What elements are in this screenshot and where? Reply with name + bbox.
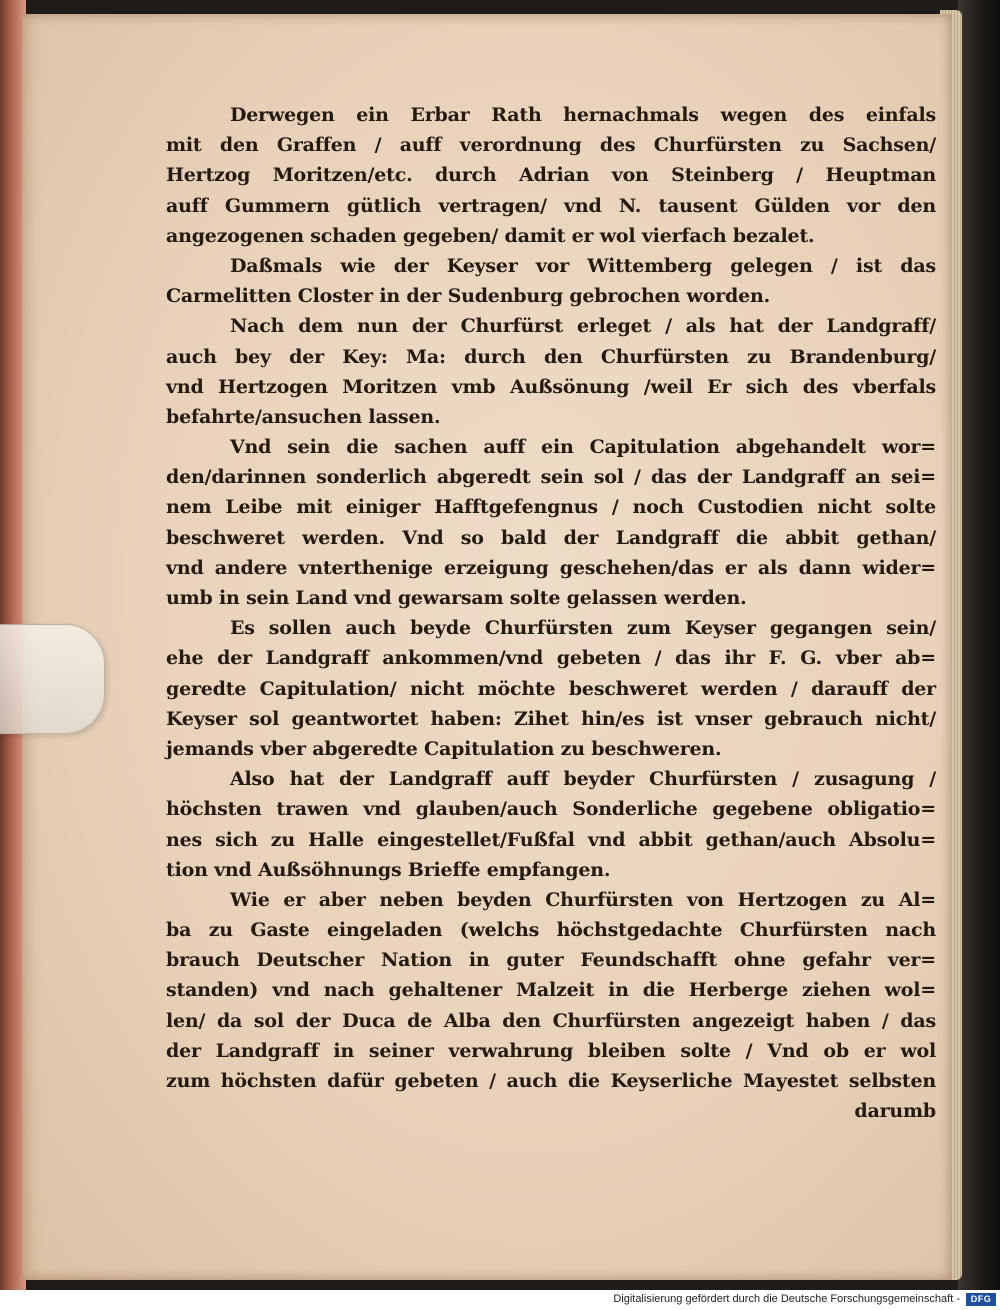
text-line: ba zu Gaste eingeladen (welchs höchstgedachte Churfürsten nach [166,919,936,942]
text-line: Es sollen auch beyde Churfürsten zum Keyser gegangen sein/ [230,617,936,640]
text-line: höchsten trawen vnd glauben/auch Sonderliche gegebene obligatio= [166,798,936,821]
text-line: zum höchsten dafür gebeten / auch die Keyserliche Mayestet selbsten [166,1070,936,1092]
dfg-logo-icon[interactable]: DFG [966,1293,996,1306]
text-line: ehe der Landgraff ankommen/vnd gebeten / das ihr F. G. vber ab= [166,647,936,670]
text-line: nem Leibe mit einiger Hafftgefengnus / noch Custodien nicht solte [166,496,936,519]
text-line: brauch Deutscher Nation in guter Feundschafft ohne gefahr ver= [166,949,936,972]
text-line: tion vnd Außsöhnungs Brieffe empfangen. [166,858,611,881]
text-line: Also hat der Landgraff auff beyder Churfürsten / zusagung / [230,768,936,791]
text-line: len/ da sol der Duca de Alba den Churfürsten angezeigt haben / das [166,1009,936,1032]
text-line: nes sich zu Halle eingestellet/Fußfal vnd abbit gethan/auch Absolu= [166,828,936,851]
text-line: Derwegen ein Erbar Rath hernachmals wegen des einfals [230,104,936,126]
text-line: auff Gummern gütlich vertragen/ vnd N. tausent Gülden vor den [166,194,936,217]
text-line: jemands vber abgeredte Capitulation zu beschweren. [166,737,722,760]
text-line: geredte Capitulation/ nicht möchte beschweret werden / darauff der [166,677,936,700]
text-line: Nach dem nun der Churfürst erleget / als hat der Landgraff/ [230,315,936,338]
text-line: auch bey der Key: Ma: durch den Churfürsten zu Brandenburg/ [166,345,936,368]
text-line: Carmelitten Closter in der Sudenburg gebrochen worden. [166,285,771,308]
page-text [166,100,936,1126]
text-line: Wie er aber neben beyden Churfürsten von Hertzogen zu Al= [230,888,936,911]
text-line: beschweret werden. Vnd so bald der Landgraff die abbit gethan/ [166,526,936,549]
footer-bar [0,1290,1000,1310]
book-dark-edge [958,0,1000,1290]
text-line: der Landgraff in seiner verwahrung bleiben solte / Vnd ob er wol [166,1039,936,1062]
text-line: Keyser sol geantwortet haben: Zihet hin/es ist vnser gebrauch nicht/ [166,707,936,730]
text-line: Daßmals wie der Keyser vor Wittemberg gelegen / ist das [230,254,936,277]
catchword: darumb [854,1100,936,1123]
page-clip [0,624,105,734]
text-line: befahrte/ansuchen lassen. [166,405,441,428]
text-line: umb in sein Land vnd gewarsam solte gelassen werden. [166,587,747,609]
text-line: standen) vnd nach gehaltener Malzeit in die Herberge ziehen wol= [166,979,936,1002]
footer-credit: Digitalisierung gefördert durch die Deutsche Forschungsgemeinschaft - [613,1293,960,1305]
text-line: Vnd sein die sachen auff ein Capitulation abgehandelt wor= [230,436,936,459]
text-line: vnd Hertzogen Moritzen vmb Außsönung /weil Er sich des vberfals [166,375,936,398]
text-line: angezogenen schaden gegeben/ damit er wol vierfach bezalet. [166,224,815,247]
text-line: mit den Graffen / auff verordnung des Churfürsten zu Sachsen/ [166,134,936,157]
text-line: vnd andere vnterthenige erzeigung geschehen/das er als dann wider= [166,556,936,579]
text-line: den/darinnen sonderlich abgeredt sein sol / das der Landgraff an sei= [166,466,936,489]
text-line: Hertzog Moritzen/etc. durch Adrian von Steinberg / Heuptman [166,164,936,187]
